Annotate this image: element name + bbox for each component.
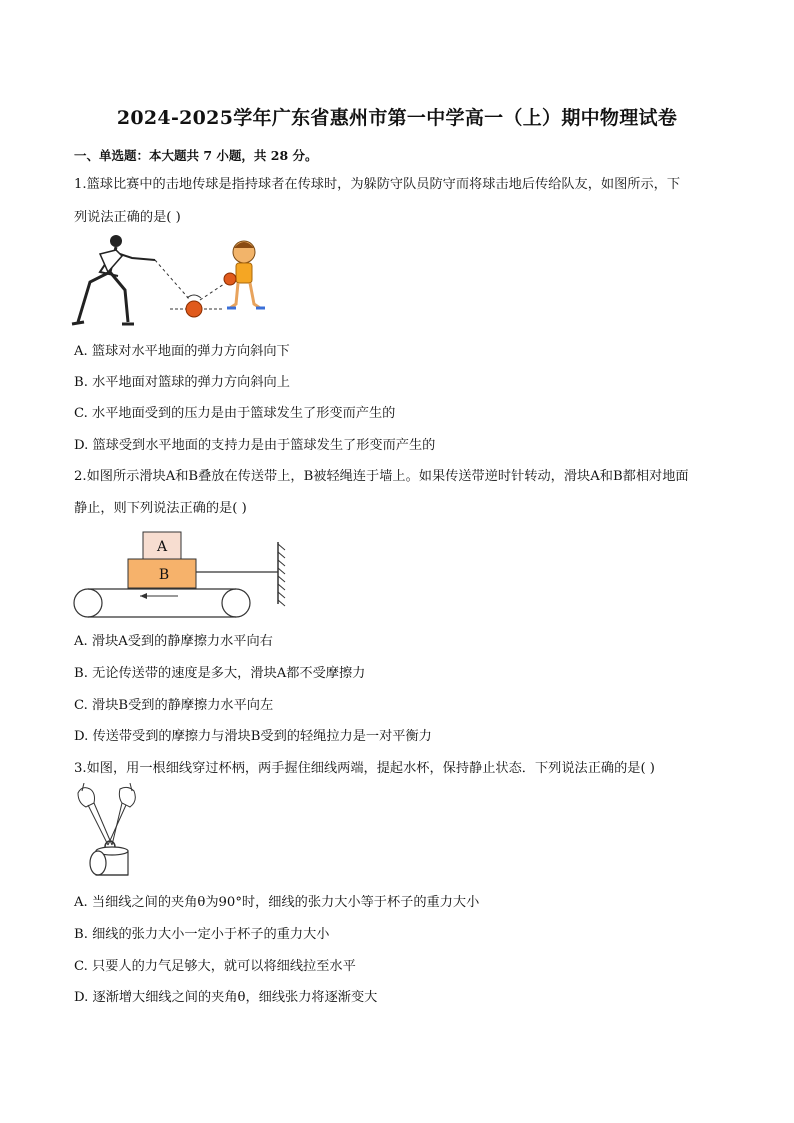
question-2-stem-line-2: 静止，则下列说法正确的是( ) (74, 501, 247, 516)
cup-string-figure (72, 783, 144, 881)
block-a-label: A (156, 539, 168, 555)
basketball-pass-figure (70, 232, 270, 334)
question-3-stem-line-1: 3.如图，用一根细线穿过杯柄，两手握住细线两端，提起水杯，保持静止状态．下列说法正确的是( ) (74, 761, 655, 776)
question-3-option-b: B. 细线的张力大小一定小于杯子的重力大小 (74, 927, 330, 942)
question-1-stem-line-2: 列说法正确的是( ) (74, 210, 181, 225)
question-2-option-c: C. 滑块B受到的静摩擦力水平向左 (74, 698, 274, 713)
question-3-option-d: D. 逐渐增大细线之间的夹角θ，细线张力将逐渐变大 (74, 990, 378, 1005)
question-3-option-a: A. 当细线之间的夹角θ为90°时，细线的张力大小等于杯子的重力大小 (74, 895, 480, 910)
question-2-option-d: D. 传送带受到的摩擦力与滑块B受到的轻绳拉力是一对平衡力 (74, 729, 432, 744)
page-title: 2024-2025学年广东省惠州市第一中学高一（上）期中物理试卷 (116, 107, 678, 129)
question-1-option-b: B. 水平地面对篮球的弹力方向斜向上 (74, 375, 290, 390)
conveyor-belt-figure (70, 528, 295, 620)
question-1-option-c: C. 水平地面受到的压力是由于篮球发生了形变而产生的 (74, 406, 396, 421)
question-3-option-c: C. 只要人的力气足够大，就可以将细线拉至水平 (74, 959, 356, 974)
block-b-label: B (158, 567, 170, 583)
question-1-option-a: A. 篮球对水平地面的弹力方向斜向下 (74, 344, 290, 359)
question-2-stem-line-1: 2.如图所示滑块A和B叠放在传送带上，B被轻绳连于墙上。如果传送带逆时针转动，滑块A和B都相对地面 (74, 469, 689, 484)
question-1-option-d: D. 篮球受到水平地面的支持力是由于篮球发生了形变而产生的 (74, 438, 436, 453)
question-1-stem-line-1: 1.篮球比赛中的击地传球是指持球者在传球时，为躲防守队员防守而将球击地后传给队友，如图所示，下 (74, 177, 681, 192)
question-2-option-a: A. 滑块A受到的静摩擦力水平向右 (74, 634, 273, 649)
section-heading: 一、单选题：本大题共 7 小题，共 28 分。 (74, 148, 318, 163)
question-2-option-b: B. 无论传送带的速度是多大，滑块A都不受摩擦力 (74, 666, 366, 681)
